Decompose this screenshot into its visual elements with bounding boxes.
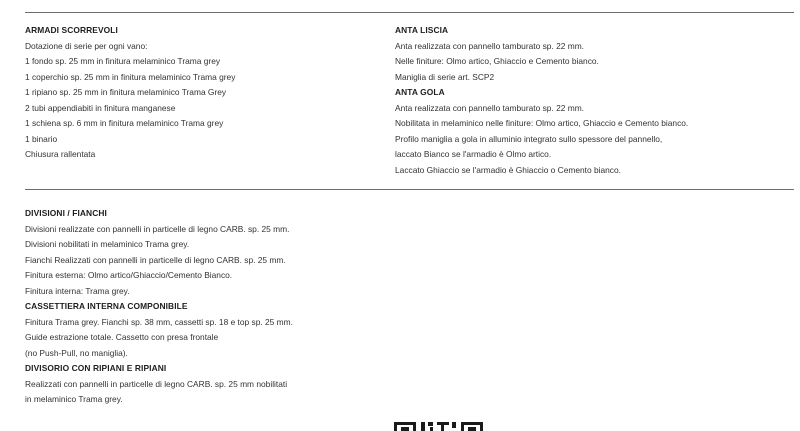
anta-gola-line: Profilo maniglia a gola in alluminio integrato sullo spessore del pannello, [395, 133, 663, 144]
divisioni-title: DIVISIONI / FIANCHI [25, 208, 107, 218]
armadi-line: 1 ripiano sp. 25 mm in finitura melaminico Trama Grey [25, 87, 227, 97]
divisorio-line: in melaminico Trama grey. [25, 394, 123, 404]
cassettiera-line: (no Push-Pull, no maniglia). [25, 347, 128, 358]
armadi-line: 1 binario [25, 133, 58, 144]
anta-gola-line: Anta realizzata con pannello tamburato sp. 22 mm. [395, 102, 585, 113]
anta-liscia-line: Nelle finiture: Olmo artico, Ghiaccio e Cemento bianco. [395, 56, 599, 66]
ante-section [395, 23, 790, 178]
armadi-line: 1 schiena sp. 6 mm in finitura melaminico Trama grey [25, 118, 224, 128]
anta-gola-line: laccato Bianco se l'armadio è Olmo artico. [395, 149, 552, 159]
armadi-section [25, 23, 385, 163]
divisioni-line: Finitura esterna: Olmo artico/Ghiaccio/Cemento Bianco. [25, 270, 233, 280]
armadi-line: Chiusura rallentata [25, 149, 96, 159]
cassettiera-line: Guide estrazione totale. Cassetto con presa frontale [25, 332, 219, 342]
middle-divider [25, 189, 794, 190]
armadi-line: 2 tubi appendiabiti in finitura manganese [25, 102, 176, 113]
armadi-line: Dotazione di serie per ogni vano: [25, 40, 148, 51]
armadi-line: 1 coperchio sp. 25 mm in finitura melaminico Trama grey [25, 71, 236, 82]
cassettiera-title: CASSETTIERA INTERNA COMPONIBILE [25, 301, 188, 311]
divisioni-line: Divisioni nobilitati in melaminico Trama grey. [25, 239, 190, 249]
divisioni-line: Divisioni realizzate con pannelli in particelle di legno CARB. sp. 25 mm. [25, 223, 290, 234]
anta-liscia-line: Maniglia di serie art. SCP2 [395, 71, 495, 82]
divisioni-line: Finitura interna: Trama grey. [25, 285, 130, 296]
anta-gola-line: Nobilitata in melaminico nelle finiture: Olmo artico, Ghiaccio e Cemento bianco. [395, 118, 689, 128]
divisorio-title: DIVISORIO CON RIPIANI E RIPIANI [25, 363, 167, 373]
anta-liscia-title: ANTA LISCIA [395, 25, 449, 35]
armadi-line: 1 fondo sp. 25 mm in finitura melaminico Trama grey [25, 56, 221, 66]
anta-liscia-line: Anta realizzata con pannello tamburato sp. 22 mm. [395, 40, 585, 51]
armadi-title: ARMADI SCORREVOLI [25, 25, 118, 35]
divisioni-line: Fianchi Realizzati con pannelli in particelle di legno CARB. sp. 25 mm. [25, 254, 286, 265]
qr-code-icon [394, 422, 484, 431]
cassettiera-line: Finitura Trama grey. Fianchi sp. 38 mm, cassetti sp. 18 e top sp. 25 mm. [25, 316, 293, 327]
top-divider [25, 12, 794, 13]
anta-gola-title: ANTA GOLA [395, 87, 445, 97]
divisioni-section [25, 206, 405, 408]
divisorio-line: Realizzati con pannelli in particelle di legno CARB. sp. 25 mm nobilitati [25, 378, 288, 389]
anta-gola-line: Laccato Ghiaccio se l'armadio è Ghiaccio o Cemento bianco. [395, 164, 621, 175]
